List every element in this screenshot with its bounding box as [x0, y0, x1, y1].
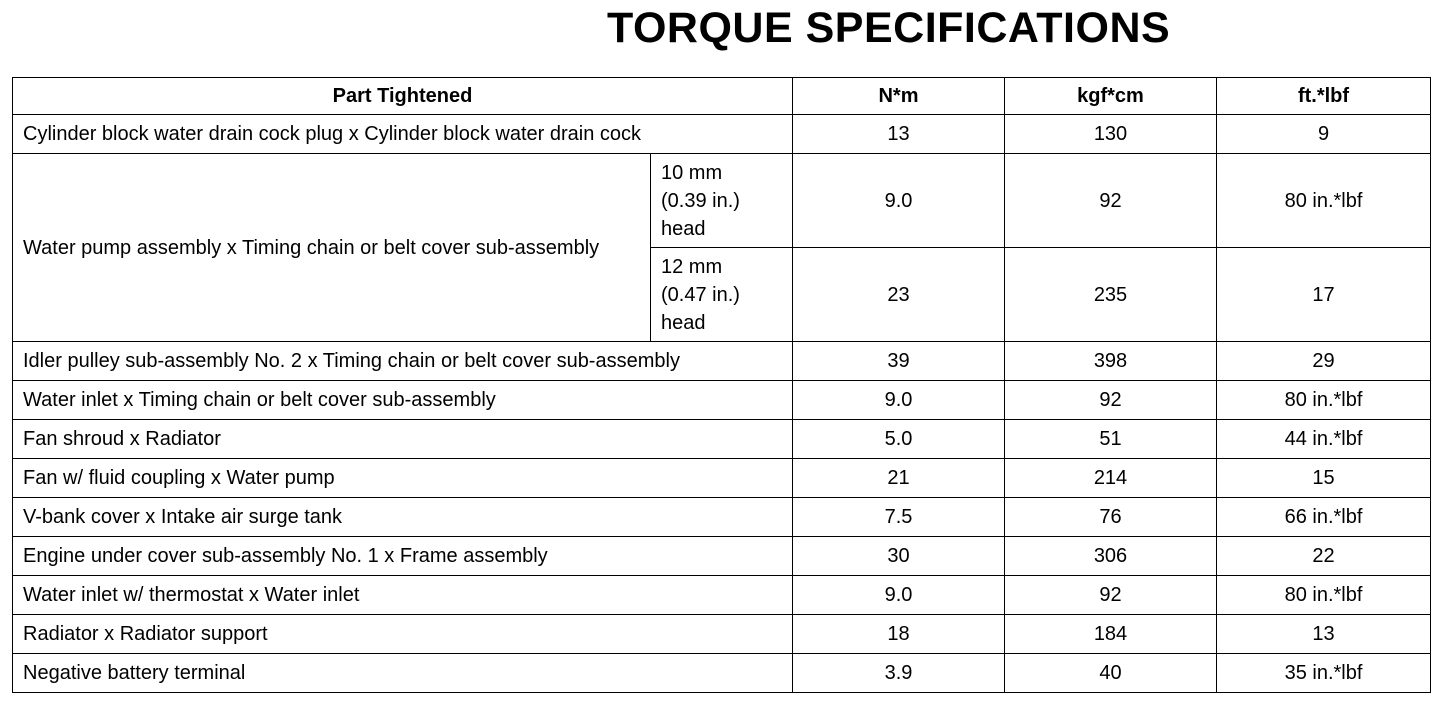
nm-cell: 9.0 [793, 381, 1005, 420]
part-cell: Fan w/ fluid coupling x Water pump [13, 459, 793, 498]
ftlbf-cell: 13 [1217, 615, 1431, 654]
part-cell: V-bank cover x Intake air surge tank [13, 498, 793, 537]
part-cell: Engine under cover sub-assembly No. 1 x Frame assembly [13, 537, 793, 576]
kgf-cell: 398 [1005, 342, 1217, 381]
torque-spec-table [12, 77, 1431, 693]
nm-cell: 9.0 [793, 576, 1005, 615]
nm-cell: 9.0 [793, 154, 1005, 248]
part-cell: Water pump assembly x Timing chain or belt cover sub-assembly [13, 154, 651, 342]
ftlbf-cell: 9 [1217, 115, 1431, 154]
kgf-cell: 130 [1005, 115, 1217, 154]
nm-cell: 7.5 [793, 498, 1005, 537]
kgf-cell: 51 [1005, 420, 1217, 459]
header-part-tightened: Part Tightened [13, 78, 793, 115]
nm-cell: 18 [793, 615, 1005, 654]
ftlbf-cell: 35 in.*lbf [1217, 654, 1431, 693]
table-row [13, 615, 1431, 654]
part-cell: Water inlet x Timing chain or belt cover sub-assembly [13, 381, 793, 420]
table-row [13, 537, 1431, 576]
ftlbf-cell: 66 in.*lbf [1217, 498, 1431, 537]
page-title: TORQUE SPECIFICATIONS [607, 4, 1171, 52]
table-row [13, 498, 1431, 537]
nm-cell: 3.9 [793, 654, 1005, 693]
nm-cell: 39 [793, 342, 1005, 381]
nm-cell: 5.0 [793, 420, 1005, 459]
kgf-cell: 92 [1005, 381, 1217, 420]
ftlbf-cell: 80 in.*lbf [1217, 576, 1431, 615]
table-row [13, 154, 1431, 248]
kgf-cell: 214 [1005, 459, 1217, 498]
table-row [13, 576, 1431, 615]
nm-cell: 23 [793, 248, 1005, 342]
nm-cell: 21 [793, 459, 1005, 498]
table-row [13, 654, 1431, 693]
header-kgf-cm: kgf*cm [1005, 78, 1217, 115]
kgf-cell: 92 [1005, 576, 1217, 615]
table-row [13, 459, 1431, 498]
kgf-cell: 40 [1005, 654, 1217, 693]
table-row [13, 115, 1431, 154]
kgf-cell: 184 [1005, 615, 1217, 654]
ftlbf-cell: 22 [1217, 537, 1431, 576]
part-cell: Fan shroud x Radiator [13, 420, 793, 459]
ftlbf-cell: 17 [1217, 248, 1431, 342]
nm-cell: 30 [793, 537, 1005, 576]
kgf-cell: 76 [1005, 498, 1217, 537]
kgf-cell: 306 [1005, 537, 1217, 576]
table-row [13, 381, 1431, 420]
header-nm: N*m [793, 78, 1005, 115]
bolt-size-cell: 12 mm (0.47 in.) head [651, 248, 793, 342]
ftlbf-cell: 44 in.*lbf [1217, 420, 1431, 459]
bolt-size-cell: 10 mm (0.39 in.) head [651, 154, 793, 248]
kgf-cell: 235 [1005, 248, 1217, 342]
header-ft-lbf: ft.*lbf [1217, 78, 1431, 115]
table-row [13, 420, 1431, 459]
part-cell: Idler pulley sub-assembly No. 2 x Timing chain or belt cover sub-assembly [13, 342, 793, 381]
part-cell: Negative battery terminal [13, 654, 793, 693]
part-cell: Radiator x Radiator support [13, 615, 793, 654]
ftlbf-cell: 80 in.*lbf [1217, 154, 1431, 248]
table-row [13, 342, 1431, 381]
ftlbf-cell: 15 [1217, 459, 1431, 498]
part-cell: Cylinder block water drain cock plug x Cylinder block water drain cock [13, 115, 793, 154]
table-header-row [13, 78, 1431, 115]
ftlbf-cell: 80 in.*lbf [1217, 381, 1431, 420]
nm-cell: 13 [793, 115, 1005, 154]
part-cell: Water inlet w/ thermostat x Water inlet [13, 576, 793, 615]
ftlbf-cell: 29 [1217, 342, 1431, 381]
kgf-cell: 92 [1005, 154, 1217, 248]
